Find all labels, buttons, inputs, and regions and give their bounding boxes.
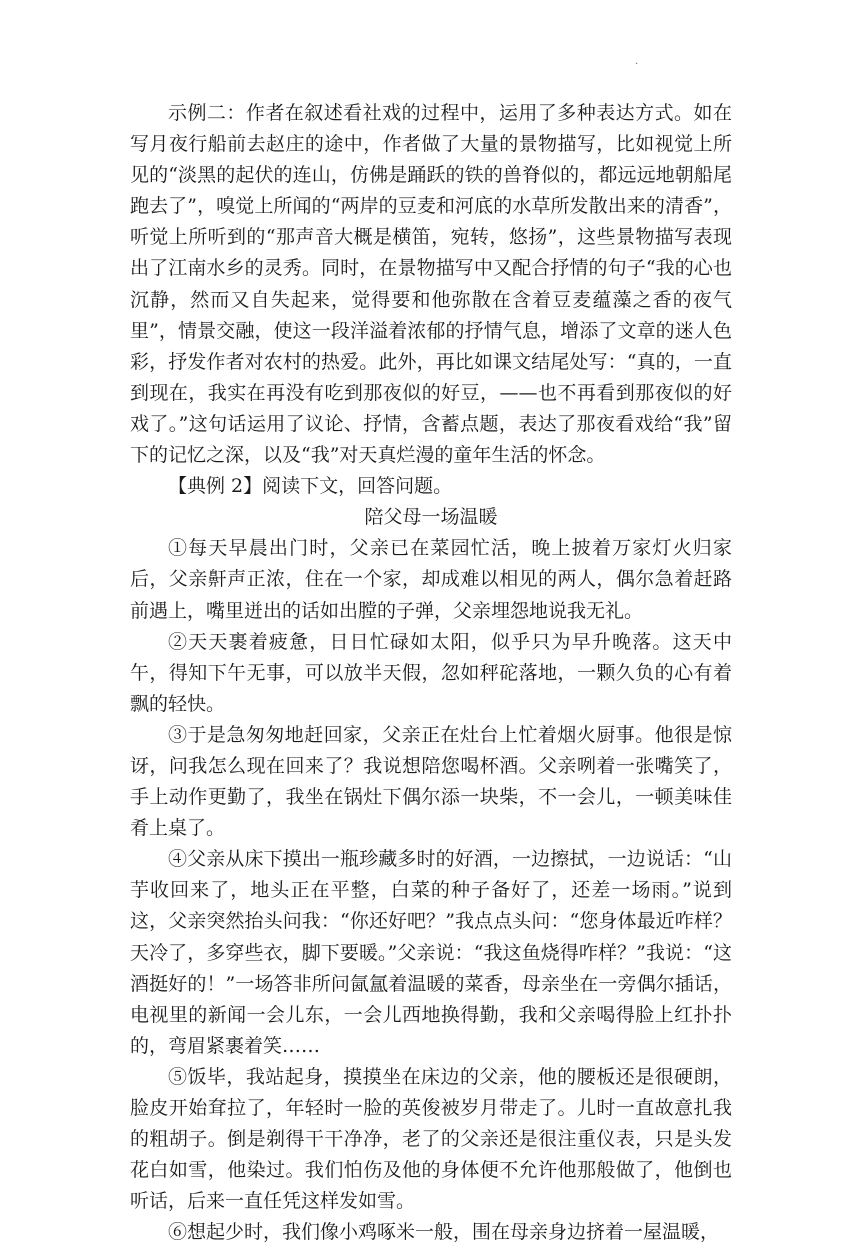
article-paragraph-1: ①每天早晨出门时，父亲已在菜园忙活，晚上披着万家灯火归家后，父亲鼾声正浓，住在一个家，却成难以相见的两人，偶尔急着赶路前遇上，嘴里迸出的话如出膛的子弹，父亲埋怨地说我无礼。 xyxy=(130,537,732,622)
article-paragraph-4: ④父亲从床下摸出一瓶珍藏多时的好酒，一边擦拭，一边说话：“山芋收回来了，地头正在平整，白菜的种子备好了，还差一场雨。”说到这，父亲突然抬头问我：“你还好吧？”我点点头问：“您身体最近咋样？天冷了，多穿些衣，脚下要暖。”父亲说：“我这鱼烧得咋样？”我说：“这酒挺好的！”一场答非所问氤氲着温暖的菜香，母亲坐在一旁偶尔插话，电视里的新闻一会儿东，一会儿西地换得勤，我和父亲喝得脸上红扑扑的，弯眉紧裹着笑…… xyxy=(130,848,732,1057)
article-paragraph-5: ⑤饭毕，我站起身，摸摸坐在床边的父亲，他的腰板还是很硬朗，脸皮开始耷拉了，年轻时一脸的英俊被岁月带走了。儿时一直故意扎我的粗胡子。倒是剃得干干净净，老了的父亲还是很注重仪表，只是头发花白如雪，他染过。我们怕伤及他的身体便不允许他那般做了，他倒也听话，后来一直任凭这样发如雪。 xyxy=(130,1065,732,1213)
article-paragraph-6: ⑥想起少时，我们像小鸡啄米一般，围在母亲身边挤着一屋温暖， xyxy=(168,1221,720,1244)
example-two-paragraph: 示例二：作者在叙述看社戏的过程中，运用了多种表达方式。如在写月夜行船前去赵庄的途中，作者做了大量的景物描写，比如视觉上所见的“淡黑的起伏的连山，仿佛是踊跃的铁的兽脊似的，都远远地朝船尾跑去了”，嗅觉上所闻的“两岸的豆麦和河底的水草所发散出来的清香”，听觉上所听到的“那声音大概是横笛，宛转，悠扬”，这些景物描写表现出了江南水乡的灵秀。同时，在景物描写中又配合抒情的句子“我的心也沉静，然而又自失起来，觉得要和他弥散在含着豆麦蕴藻之香的夜气里”，情景交融，使这一段洋溢着浓郁的抒情气息，增添了文章的迷人色彩，抒发作者对农村的热爱。此外，再比如课文结尾处写：“真的，一直到现在，我实在再没有吃到那夜似的好豆，——也不再看到那夜似的好戏了。”这句话运用了议论、抒情，含蓄点题，表达了那夜看戏给“我”留下的记忆之深，以及“我”对天真烂漫的童年生活的怀念。 xyxy=(130,102,732,467)
example-heading: 【典例 2】阅读下文，回答问题。 xyxy=(168,475,453,498)
article-paragraph-2: ②天天裹着疲惫，日日忙碌如太阳，似乎只为早升晚落。这天中午，得知下午无事，可以放半天假，忽如秤砣落地，一颗久负的心有着飘的轻快。 xyxy=(130,630,732,715)
document-body xyxy=(130,98,732,1248)
article-paragraph-3: ③于是急匆匆地赶回家，父亲正在灶台上忙着烟火厨事。他很是惊讶，问我怎么现在回来了？我说想陪您喝杯酒。父亲咧着一张嘴笑了，手上动作更勤了，我坐在锅灶下偶尔添一块柴，不一会儿，一顿美味佳肴上桌了。 xyxy=(130,723,732,840)
corner-mark: . xyxy=(635,56,639,67)
article-title: 陪父母一场温暖 xyxy=(364,506,498,529)
